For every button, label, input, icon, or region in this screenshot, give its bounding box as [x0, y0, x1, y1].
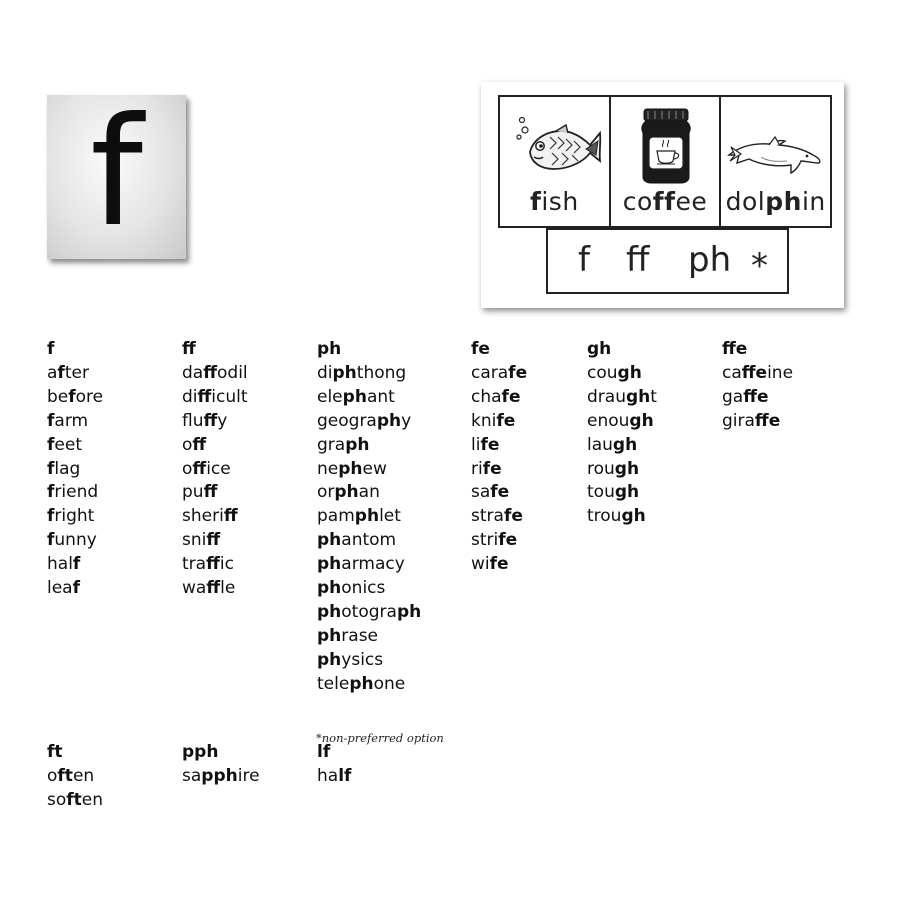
- word-item: [722, 386, 793, 410]
- word-highlight: f: [47, 434, 55, 455]
- column-heading: ph: [317, 339, 342, 359]
- word-part: icult: [211, 386, 248, 407]
- picture-word-dolphin: [721, 187, 830, 216]
- word-highlight: ph: [338, 458, 363, 479]
- word-part: cou: [587, 362, 618, 383]
- word-part: tra: [182, 554, 207, 575]
- word-item: [182, 529, 248, 553]
- word-part: en: [72, 765, 95, 786]
- word-item: [47, 577, 103, 601]
- word-part: dol: [725, 187, 766, 216]
- word-part: ish: [541, 187, 579, 216]
- word-part: ne: [317, 458, 339, 479]
- word-item: [587, 505, 657, 529]
- word-highlight: ff: [203, 410, 218, 431]
- word-highlight: ph: [342, 386, 367, 407]
- word-part: ff: [652, 187, 676, 216]
- word-item: [317, 625, 421, 649]
- word-highlight: ff: [192, 434, 207, 455]
- word-column-ft: [47, 741, 103, 813]
- word-highlight: ff: [206, 530, 221, 551]
- word-highlight: gh: [625, 386, 651, 407]
- word-part: cha: [471, 386, 502, 407]
- word-highlight: ph: [396, 601, 422, 622]
- word-column-f: [47, 338, 103, 601]
- word-part: pam: [317, 506, 355, 527]
- word-highlight: gh: [614, 482, 640, 503]
- word-part: one: [373, 673, 406, 694]
- spelling-option: *: [751, 246, 768, 286]
- word-part: ha: [317, 765, 339, 786]
- word-item: [47, 529, 103, 553]
- column-heading: ff: [182, 339, 196, 359]
- word-part: li: [471, 434, 481, 455]
- picture-row: [498, 95, 832, 228]
- word-highlight: ph: [317, 649, 342, 670]
- word-highlight: gh: [629, 410, 654, 431]
- word-part: a: [47, 362, 58, 383]
- word-part: sheri: [182, 506, 224, 527]
- word-item: [182, 505, 248, 529]
- word-column-ph: [317, 338, 421, 697]
- word-part: tele: [317, 673, 350, 694]
- word-part: otogra: [341, 601, 397, 622]
- word-highlight: fe: [490, 482, 510, 503]
- word-part: t: [650, 386, 657, 407]
- word-part: da: [182, 362, 204, 383]
- word-part: ele: [317, 386, 343, 407]
- word-highlight: ff: [192, 458, 207, 479]
- word-part: lea: [47, 578, 73, 599]
- word-part: ysics: [341, 649, 384, 670]
- word-item: [317, 673, 421, 697]
- footnote: *non-preferred option: [316, 731, 444, 745]
- word-part: ri: [471, 458, 483, 479]
- word-highlight: gh: [612, 434, 638, 455]
- word-column-pph: [182, 741, 260, 789]
- word-part: o: [182, 458, 193, 479]
- word-part: ant: [366, 386, 395, 407]
- word-part: antom: [341, 530, 397, 551]
- word-part: wa: [182, 578, 207, 599]
- word-item: [317, 505, 421, 529]
- word-item: [471, 505, 527, 529]
- picture-cell-dolphin: [719, 97, 830, 226]
- word-part: o: [182, 434, 193, 455]
- word-item: [587, 362, 657, 386]
- word-highlight: ff: [203, 482, 218, 503]
- word-item: [317, 601, 421, 625]
- word-item: [317, 553, 421, 577]
- column-heading: f: [47, 339, 55, 359]
- spelling-option: ph: [688, 240, 732, 280]
- word-item: [587, 386, 657, 410]
- word-part: thong: [356, 362, 407, 383]
- letter-tile-letter: f: [90, 86, 143, 260]
- word-item: [182, 481, 248, 505]
- word-highlight: ph: [349, 673, 374, 694]
- word-item: [587, 434, 657, 458]
- word-item: [47, 789, 103, 813]
- word-item: [317, 577, 421, 601]
- word-item: [317, 362, 421, 386]
- word-part: stri: [471, 530, 499, 551]
- word-part: ic: [219, 554, 234, 575]
- word-item: [47, 434, 103, 458]
- word-part: in: [801, 187, 826, 216]
- word-part: ee: [675, 187, 708, 216]
- word-item: [471, 458, 527, 482]
- word-part: onics: [341, 578, 386, 599]
- word-part: ga: [722, 386, 744, 407]
- word-item: [587, 410, 657, 434]
- word-highlight: f: [47, 458, 55, 479]
- word-column-ff: [182, 338, 248, 601]
- word-item: [182, 362, 248, 386]
- word-part: f: [529, 187, 542, 216]
- word-part: le: [220, 578, 236, 599]
- word-highlight: lf: [338, 765, 352, 786]
- word-column-ffe: [722, 338, 793, 434]
- word-highlight: fe: [489, 554, 509, 575]
- word-part: di: [317, 362, 333, 383]
- word-part: so: [47, 789, 67, 810]
- word-highlight: fe: [508, 362, 528, 383]
- column-heading: gh: [587, 339, 612, 359]
- word-part: sa: [471, 482, 491, 503]
- word-item: [47, 362, 103, 386]
- word-highlight: fe: [480, 434, 500, 455]
- word-part: arm: [54, 410, 89, 431]
- word-item: [317, 386, 421, 410]
- word-part: o: [47, 765, 58, 786]
- word-highlight: ff: [197, 386, 212, 407]
- word-highlight: f: [47, 506, 55, 527]
- dolphin-icon: [721, 97, 831, 192]
- word-item: [317, 649, 421, 673]
- word-part: right: [54, 506, 95, 527]
- word-part: di: [182, 386, 198, 407]
- word-part: eet: [54, 434, 82, 455]
- word-highlight: gh: [617, 362, 642, 383]
- word-part: stra: [471, 506, 504, 527]
- word-part: ore: [75, 386, 104, 407]
- fish-icon: [500, 97, 610, 192]
- word-highlight: ph: [317, 601, 342, 622]
- word-item: [722, 362, 793, 386]
- word-highlight: ph: [334, 482, 359, 503]
- word-part: or: [317, 482, 335, 503]
- word-item: [317, 458, 421, 482]
- word-highlight: ff: [223, 506, 238, 527]
- word-column-gh: [587, 338, 657, 529]
- word-highlight: ffe: [754, 410, 781, 431]
- word-part: ter: [64, 362, 89, 383]
- word-part: pu: [182, 482, 204, 503]
- word-highlight: f: [72, 578, 81, 599]
- picture-word-fish: [500, 187, 609, 216]
- word-part: riend: [54, 482, 99, 503]
- word-highlight: fe: [503, 506, 523, 527]
- word-part: sa: [182, 765, 202, 786]
- word-highlight: f: [47, 482, 55, 503]
- word-highlight: fe: [501, 386, 521, 407]
- word-item: [471, 386, 527, 410]
- spelling-options-row: [546, 228, 789, 294]
- word-item: [182, 410, 248, 434]
- picture-cell-coffee: [609, 97, 720, 226]
- word-item: [182, 458, 248, 482]
- word-item: [471, 553, 527, 577]
- word-part: ew: [362, 458, 387, 479]
- word-part: cara: [471, 362, 509, 383]
- word-item: [317, 765, 351, 789]
- word-highlight: gh: [614, 458, 640, 479]
- word-highlight: ph: [332, 362, 357, 383]
- word-highlight: ff: [206, 578, 221, 599]
- word-item: [471, 362, 527, 386]
- word-column-lf: [317, 741, 351, 789]
- column-heading: ft: [47, 742, 63, 762]
- word-highlight: ph: [317, 530, 342, 551]
- word-item: [722, 410, 793, 434]
- word-part: wi: [471, 554, 490, 575]
- word-item: [471, 434, 527, 458]
- word-highlight: f: [57, 362, 65, 383]
- word-part: unny: [54, 530, 97, 551]
- word-part: flu: [182, 410, 204, 431]
- column-heading: lf: [317, 742, 331, 762]
- word-highlight: pph: [201, 765, 238, 786]
- word-item: [182, 434, 248, 458]
- word-highlight: ph: [354, 506, 380, 527]
- word-highlight: f: [72, 554, 81, 575]
- column-heading: pph: [182, 742, 219, 762]
- picture-cell-fish: [500, 97, 609, 226]
- word-highlight: f: [47, 410, 55, 431]
- column-heading: ffe: [722, 339, 748, 359]
- word-part: lag: [54, 458, 81, 479]
- picture-card: [481, 82, 844, 308]
- word-part: armacy: [341, 554, 405, 575]
- word-item: [47, 458, 103, 482]
- word-highlight: ph: [317, 554, 342, 575]
- word-item: [471, 481, 527, 505]
- word-part: let: [379, 506, 401, 527]
- word-item: [587, 458, 657, 482]
- word-part: geogra: [317, 410, 377, 431]
- word-highlight: ph: [317, 578, 342, 599]
- word-highlight: ft: [57, 765, 73, 786]
- word-column-fe: [471, 338, 527, 577]
- word-part: trou: [587, 506, 622, 527]
- letter-tile: [47, 86, 186, 260]
- word-part: en: [81, 789, 104, 810]
- word-part: ca: [722, 362, 742, 383]
- word-item: [182, 386, 248, 410]
- word-highlight: gh: [621, 506, 646, 527]
- word-item: [182, 553, 248, 577]
- word-highlight: ph: [376, 410, 402, 431]
- word-part: gira: [722, 410, 755, 431]
- word-part: enou: [587, 410, 630, 431]
- word-item: [182, 765, 260, 789]
- column-heading: fe: [471, 339, 490, 359]
- word-item: [47, 481, 103, 505]
- word-item: [47, 765, 103, 789]
- word-highlight: f: [47, 530, 55, 551]
- word-highlight: ph: [345, 434, 370, 455]
- word-highlight: fe: [498, 530, 518, 551]
- word-part: odil: [217, 362, 248, 383]
- spelling-option: ff: [626, 240, 650, 280]
- word-part: ice: [206, 458, 231, 479]
- word-highlight: ft: [66, 789, 82, 810]
- word-highlight: ff: [203, 362, 217, 383]
- word-part: hal: [47, 554, 73, 575]
- spelling-option: f: [578, 240, 590, 280]
- word-highlight: ffe: [741, 362, 768, 383]
- word-part: drau: [587, 386, 626, 407]
- word-part: ine: [767, 362, 794, 383]
- word-highlight: ph: [317, 625, 342, 646]
- word-item: [182, 577, 248, 601]
- word-item: [317, 410, 421, 434]
- word-item: [317, 434, 421, 458]
- word-part: rase: [341, 625, 379, 646]
- word-item: [47, 386, 103, 410]
- word-part: sni: [182, 530, 207, 551]
- word-highlight: fe: [482, 458, 502, 479]
- word-part: lau: [587, 434, 613, 455]
- word-part: ph: [765, 187, 802, 216]
- word-highlight: fe: [496, 410, 516, 431]
- word-part: y: [401, 410, 412, 431]
- word-part: y: [217, 410, 228, 431]
- word-highlight: ff: [206, 554, 220, 575]
- word-part: kni: [471, 410, 497, 431]
- word-item: [47, 505, 103, 529]
- picture-word-coffee: [611, 187, 720, 216]
- word-part: an: [358, 482, 380, 503]
- word-part: gra: [317, 434, 346, 455]
- word-item: [587, 481, 657, 505]
- word-highlight: ffe: [743, 386, 769, 407]
- word-part: be: [47, 386, 69, 407]
- word-item: [47, 410, 103, 434]
- word-item: [317, 529, 421, 553]
- word-highlight: f: [68, 386, 76, 407]
- word-part: tou: [587, 482, 615, 503]
- word-part: co: [622, 187, 653, 216]
- word-item: [471, 529, 527, 553]
- word-part: rou: [587, 458, 615, 479]
- word-item: [471, 410, 527, 434]
- coffee-jar-icon: [611, 97, 721, 192]
- word-item: [317, 481, 421, 505]
- word-item: [47, 553, 103, 577]
- word-part: ire: [237, 765, 260, 786]
